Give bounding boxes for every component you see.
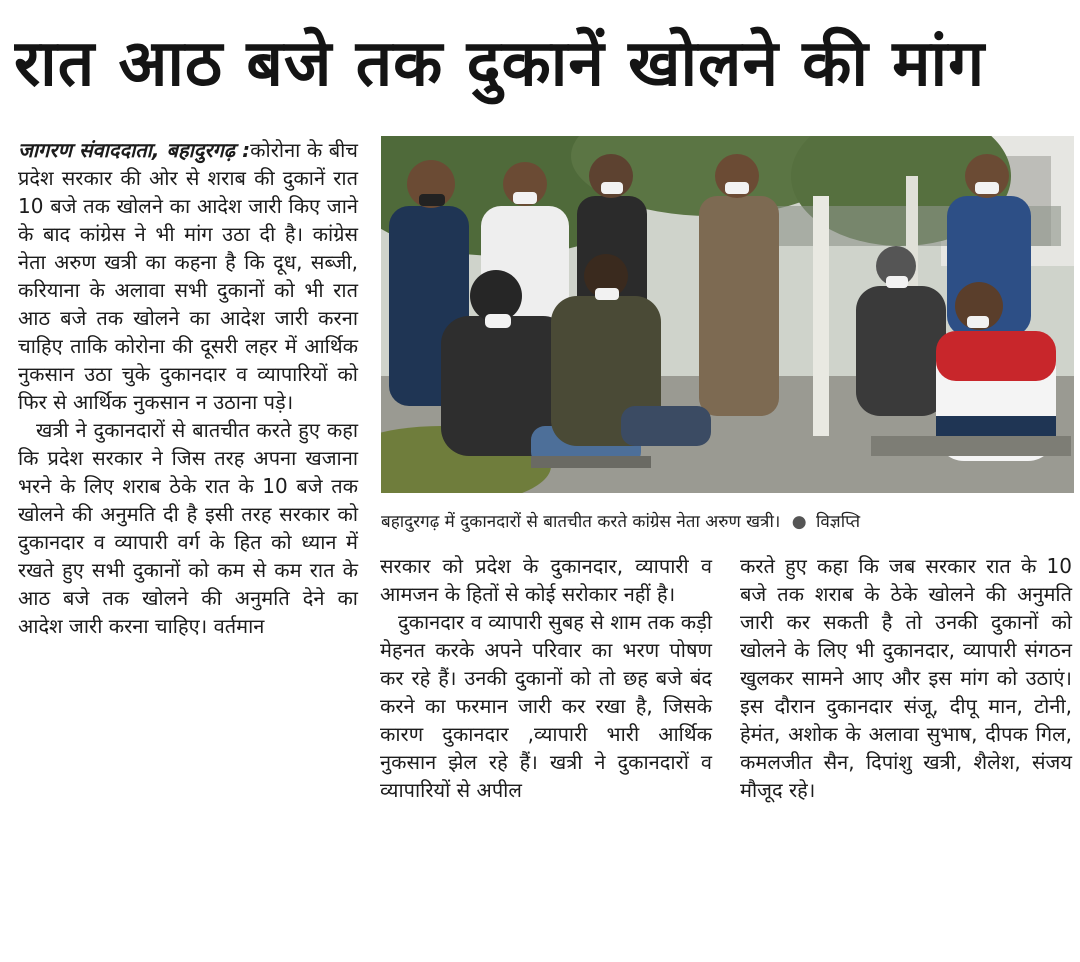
- paragraph: सरकार को प्रदेश के दुकानदार, व्यापारी व आमजन के हितों से कोई सरोकार नहीं है।: [380, 554, 712, 606]
- paragraph: दुकानदार व व्यापारी सुबह से शाम तक कड़ी मेहनत करके अपने परिवार का भरण पोषण कर रहे हैं। उनकी दुकानों को तो छह बजे बंद करने का फरमान जारी कर रखा है, जिसके कारण दुकानदार ,व्यापारी भारी आर्थिक नुकसान झेल रहे हैं। खत्री ने दुकानदारों व व्यापारियों से अपील: [380, 610, 712, 802]
- caption-credit: विज्ञप्ति: [815, 512, 861, 532]
- bullet-icon: ●: [791, 512, 807, 532]
- paragraph: खत्री ने दुकानदारों से बातचीत करते हुए कहा कि प्रदेश सरकार ने जिस तरह अपना खजाना भरने के लिए शराब ठेके रात के 10 बजे तक खोलने की अनुमति दी है इसी तरह सरकार को दुकानदार व व्यापारी वर्ग के हित को ध्यान में रखते हुए सभी दुकानों को कम से कम रात के आठ बजे तक खोलने की अनुमति देने का आदेश जारी करना चाहिए। वर्तमान: [18, 418, 358, 638]
- photo-illustration: [381, 136, 1074, 493]
- article-column-1: [18, 136, 358, 936]
- paragraph-text: कोरोना के बीच प्रदेश सरकार की ओर से शराब की दुकानें रात 10 बजे तक खोलने का आदेश जारी किए जाने के बाद कांग्रेस ने भी मांग उठा दी है। कांग्रेस नेता अरुण खत्री का कहना है कि दूध, सब्जी, करियाना के अलावा सभी दुकानों को भी रात आठ बजे तक खोलने का आदेश जारी करना चाहिए ताकि कोरोना की दूसरी लहर में आर्थिक नुकसान उठा चुके दुकानदार व व्यापारियों को फिर से आर्थिक नुकसान न उठाना पड़े।: [18, 138, 358, 414]
- news-photo: [381, 136, 1074, 493]
- caption-text: बहादुरगढ़ में दुकानदारों से बातचीत करते कांग्रेस नेता अरुण खत्री।: [381, 512, 781, 532]
- article-column-3: [740, 552, 1072, 942]
- article-column-2: [380, 552, 712, 942]
- photo-caption: [381, 508, 1074, 538]
- headline: रात आठ बजे तक दुकानें खोलने की मांग: [14, 27, 986, 101]
- paragraph: [18, 136, 358, 416]
- paragraph: करते हुए कहा कि जब सरकार रात के 10 बजे तक शराब के ठेके खोलने की अनुमति जारी कर सकती है तो उनकी दुकानों को खोलने के लिए भी दुकानदार, व्यापारी संगठन खुलकर सामने आए और इस मांग को उठाएं। इस दौरान दुकानदार संजू, दीपू मान, टोनी, हेमंत, अशोक के अलावा सुभाष, दीपक गिल, कमलजीत सैन, दिपांशु खत्री, शैलेश, संजय मौजूद रहे।: [740, 554, 1072, 802]
- byline: जागरण संवाददाता, बहादुरगढ़ :: [18, 138, 251, 162]
